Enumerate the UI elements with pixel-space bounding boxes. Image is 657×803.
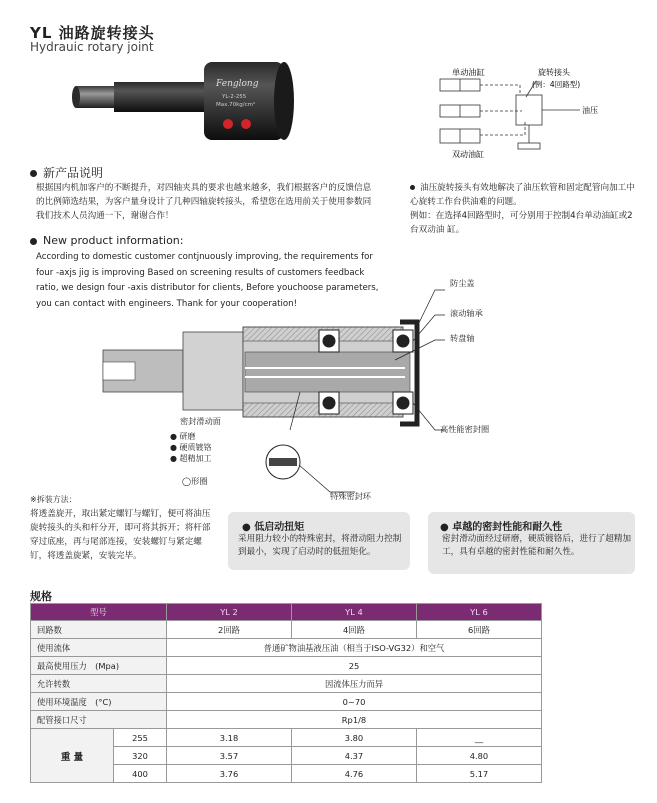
disassembly-body: 将透盖旋开，取出紧定螺钉与螺钉，便可将油压旋转接头的头和杆分开，即可将其拆开；将杆部穿过底座，再与尾部连接，安装螺钉与紧定螺钉，将透盖旋紧，安装完毕。 [30, 509, 211, 561]
col-model: 型号 [31, 604, 167, 621]
table-row: 使用环境温度 (°C) 0~70 [31, 693, 542, 711]
feature-box-sealing [428, 512, 635, 574]
feature-box-low-torque [228, 512, 410, 570]
spec-table [30, 603, 542, 783]
bullet-icon [30, 170, 37, 177]
intro-en-heading: New product information: [30, 234, 184, 247]
table-row: 400 3.76 4.76 5.17 [31, 765, 542, 783]
label-single-cylinder: 单动油缸 [452, 67, 485, 77]
label-spindle: 转盘轴 [450, 333, 475, 343]
col-yl2: YL 2 [167, 604, 292, 621]
photo-model: YL-2-255 [222, 94, 247, 100]
intro-right: 油压旋转接头有效地解决了油压软管和固定配管向加工中心旋转工作台供油难的问题。 例如：在选择4回路型时，可分别用于控制4台单动油缸或2台双动油 缸。 [410, 183, 635, 235]
table-row: 最高使用压力 (Mpa) 25 [31, 657, 542, 675]
page-title: YL 油路旋转接头 [30, 24, 155, 42]
table-row: 使用流体 普通矿物油基液压油（相当于ISO-VG32）和空气 [31, 639, 542, 657]
feature2-body: 密封滑动面经过研磨，硬质镀铬后，进行了超精加工，具有卓越的密封性能和耐久性。 [442, 534, 632, 557]
circuit-diagram [430, 65, 630, 160]
label-seal-ring: 高性能密封圈 [440, 424, 490, 434]
weight-label: 重 量 [31, 729, 114, 783]
feature2-title: ● 卓越的密封性能和耐久性 [440, 522, 563, 533]
product-photo [70, 58, 310, 150]
table-row: 重 量 255 3.18 3.80 __ [31, 729, 542, 747]
label-double-cylinder: 双动油缸 [452, 150, 484, 159]
disassembly-heading: ※拆装方法： [30, 495, 77, 504]
intro-cn-heading: 新产品说明 [30, 164, 103, 181]
photo-brand: Fenglong [216, 79, 259, 89]
label-example: (例：4回路型) [532, 80, 581, 89]
table-row: 配管接口尺寸 Rp1/8 [31, 711, 542, 729]
label-seal-slide: 密封滑动面 [180, 416, 221, 426]
col-yl6: YL 6 [416, 604, 541, 621]
label-dust-cover: 防尘盖 [450, 278, 475, 288]
spec-heading: 规格 [30, 590, 52, 603]
section-diagram [95, 272, 515, 502]
bullet-icon [410, 185, 415, 190]
feature1-title: ● 低启动扭矩 [242, 522, 305, 533]
label-oil-pressure: 油压 [582, 106, 598, 115]
table-row: 回路数 2回路 4回路 6回路 [31, 621, 542, 639]
seal-slide-features: ● 研磨 ● 硬质镀铬 ● 超精加工 [170, 432, 212, 463]
label-bearing: 滚动轴承 [450, 308, 483, 318]
col-yl4: YL 4 [291, 604, 416, 621]
photo-pressure: Max.70kg/cm² [216, 102, 256, 108]
label-o-ring: ◯形圈 [182, 476, 208, 486]
table-row: 320 3.57 4.37 4.80 [31, 747, 542, 765]
label-rotary-joint: 旋转接头 [538, 68, 570, 77]
table-row: 允许转数 因流体压力而异 [31, 675, 542, 693]
intro-en-body: According to domestic customer contjnuously improving, the requirements for four -axjs jig is improving Based on screening results of customers feedback ratio, we design four -axis distributor for clients, Before youchoose parameters, you can contact with engineers. Thank for your cooperation! [36, 252, 379, 309]
intro-cn-body: 根据国内机加客户的不断提升，对四轴夹具的要求也越来越多，我们根据客户的反馈信息的比例筛选结果，为客户量身设计了几种四轴旋转接头，希望您在选用前关于使用参数同我们技术人员沟通一下，谢谢合作！ [36, 183, 372, 221]
feature1-body: 采用阻力较小的特殊密封，将滑动阻力控制到最小，实现了启动时的低扭矩化。 [238, 534, 402, 557]
table-header-row [31, 604, 542, 621]
bullet-icon [30, 238, 37, 245]
page-subtitle: Hydrauic rotary joint [30, 40, 154, 54]
label-special-seal: 特殊密封环 [330, 491, 371, 501]
